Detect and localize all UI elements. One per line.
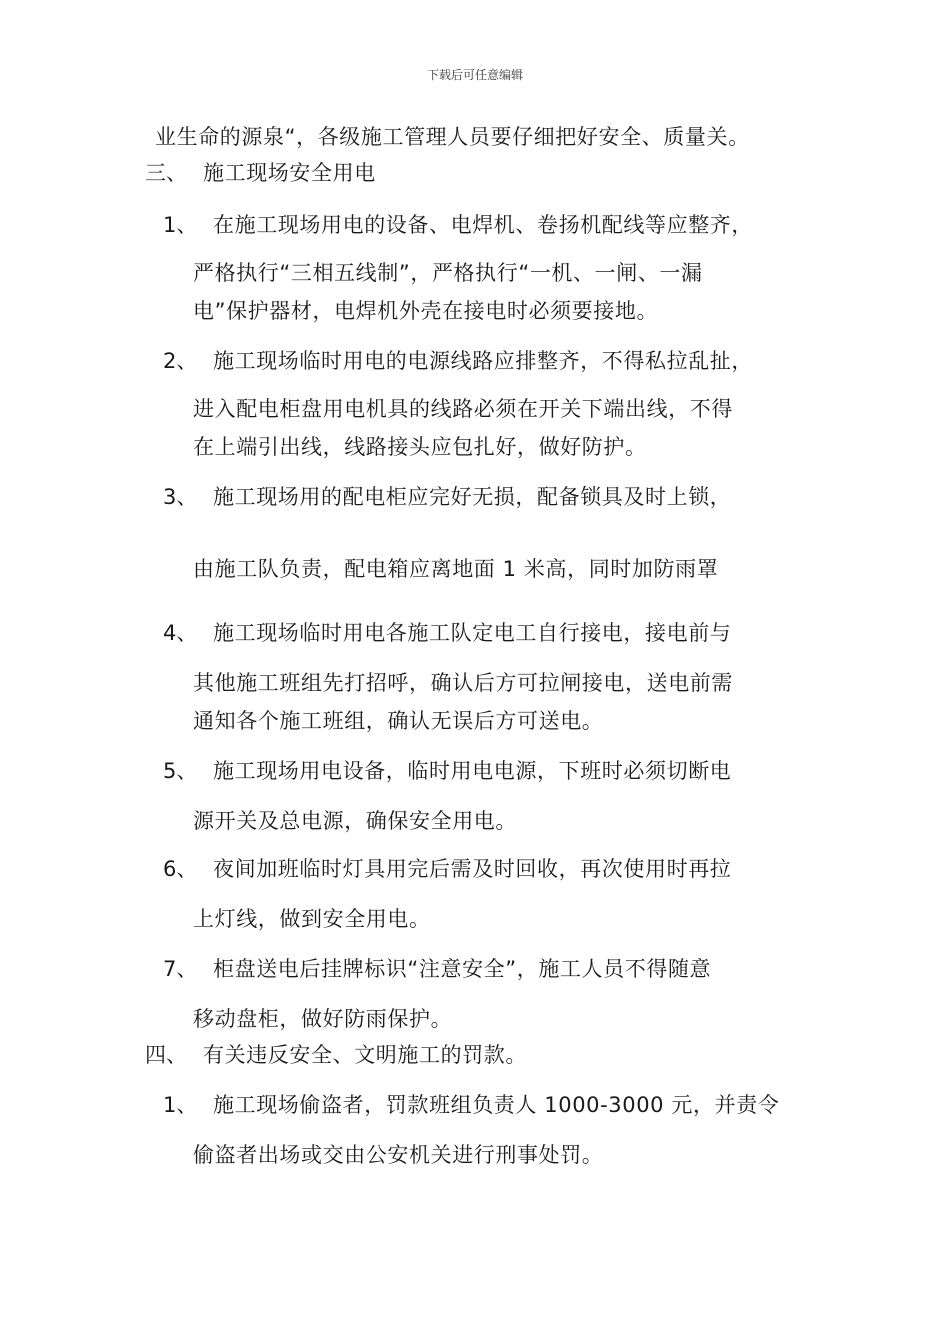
- item-line: 夜间加班临时灯具用完后需及时回收，再次使用时再拉: [213, 857, 732, 881]
- item-number: 5、: [163, 759, 198, 783]
- item-line: 电”保护器材，电焊机外壳在接电时必须要接地。: [193, 299, 659, 323]
- item-line: 在上端引出线，线路接头应包扎好，做好防护。: [193, 435, 647, 459]
- item-number: 6、: [163, 857, 198, 881]
- item-number: 1、: [163, 1093, 198, 1117]
- item-line: 施工现场临时用电的电源线路应排整齐，不得私拉乱扯，: [213, 349, 753, 373]
- item-line: 由施工队负责，配电箱应离地面 1 米高，同时加防雨罩: [193, 557, 719, 581]
- item-number: 2、: [163, 349, 198, 373]
- item-line: 严格执行“三相五线制”，严格执行“一机、一闸、一漏: [193, 261, 703, 285]
- item-number: 4、: [163, 621, 198, 645]
- section-3-title: 施工现场安全用电: [203, 161, 376, 185]
- item-line: 源开关及总电源，确保安全用电。: [193, 809, 517, 833]
- item-line: 施工现场用的配电柜应完好无损，配备锁具及时上锁，: [213, 485, 732, 509]
- page-header: 下载后可任意编辑: [426, 68, 523, 82]
- item-line: 进入配电柜盘用电机具的线路必须在开关下端出线，不得: [193, 397, 733, 421]
- intro-line: 业生命的源泉“，各级施工管理人员要仔细把好安全、质量关。: [155, 125, 750, 149]
- section-3-marker: 三、: [145, 161, 187, 185]
- item-number: 3、: [163, 485, 198, 509]
- item-number: 7、: [163, 957, 198, 981]
- item-line: 施工现场临时用电各施工队定电工自行接电，接电前与: [213, 621, 732, 645]
- item-line: 其他施工班组先打招呼，确认后方可拉闸接电，送电前需: [193, 671, 733, 695]
- item-line: 移动盘柜，做好防雨保护。: [193, 1007, 453, 1031]
- item-line: 上灯线，做到安全用电。: [193, 907, 431, 931]
- item-line: 施工现场用电设备，临时用电电源，下班时必须切断电: [213, 759, 732, 783]
- item-line: 偷盗者出场或交由公安机关进行刑事处罚。: [193, 1143, 604, 1167]
- section-4-title: 有关违反安全、文明施工的罚款。: [203, 1043, 527, 1067]
- item-line: 在施工现场用电的设备、电焊机、卷扬机配线等应整齐，: [213, 213, 753, 237]
- item-line: 通知各个施工班组，确认无误后方可送电。: [193, 709, 604, 733]
- section-4-marker: 四、: [145, 1043, 187, 1067]
- item-line: 柜盘送电后挂牌标识“注意安全”，施工人员不得随意: [213, 957, 712, 981]
- item-line: 施工现场偷盗者，罚款班组负责人 1000-3000 元，并责令: [213, 1093, 780, 1117]
- item-number: 1、: [163, 213, 198, 237]
